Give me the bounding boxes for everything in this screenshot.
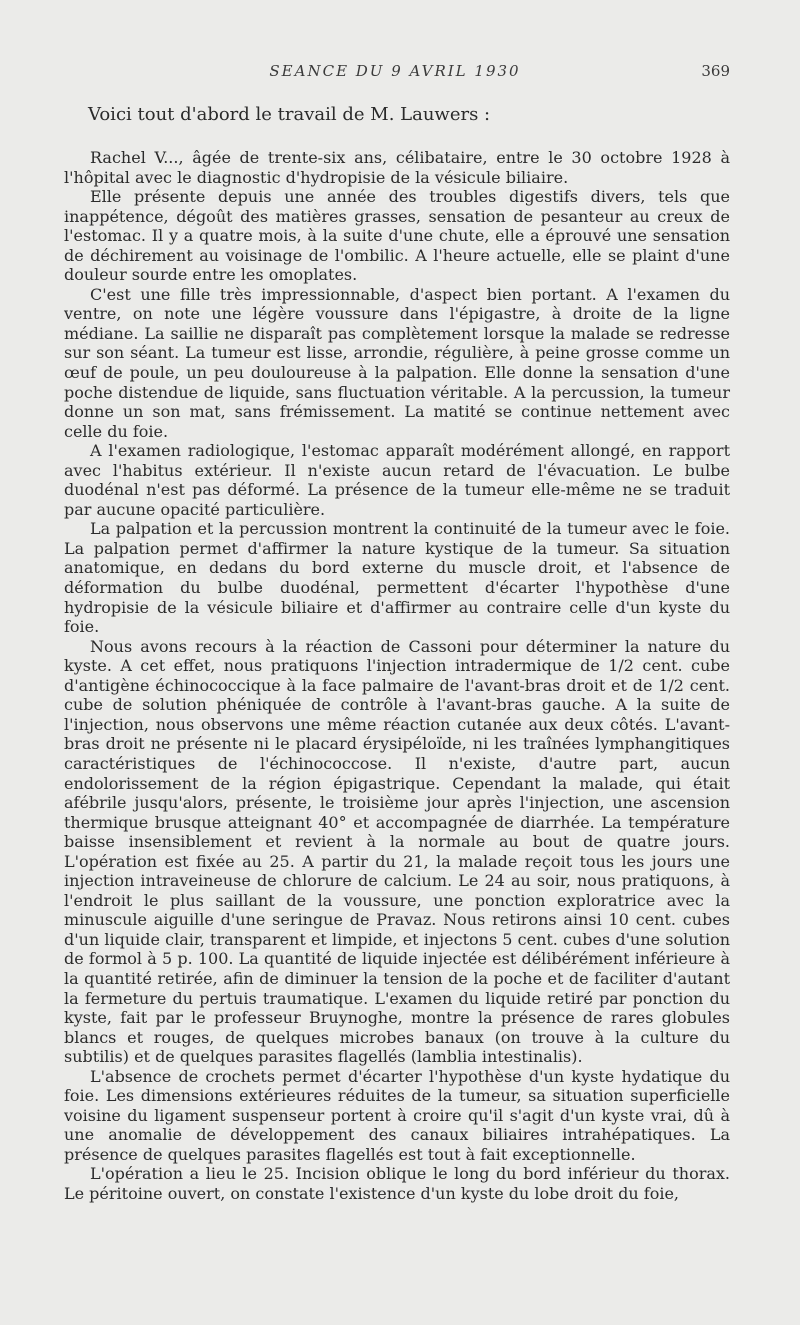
body-text bbox=[64, 148, 730, 1204]
paragraph: Rachel V..., âgée de trente-six ans, célibataire, entre le 30 octobre 1928 à l'hôpital avec le diagnostic d'hydropisie de la vésicule biliaire. bbox=[64, 148, 730, 187]
paragraph: C'est une fille très impressionnable, d'aspect bien portant. A l'examen du ventre, on note une légère voussure dans l'épigastre, à droite de la ligne médiane. La saillie ne disparaît pas complètement lorsque la malade se redresse sur son séant. La tumeur est lisse, arrondie, régulière, à peine grosse comme un œuf de poule, un peu douloureuse à la palpation. Elle donne la sensation d'une poche distendue de liquide, sans fluctuation véritable. A la percussion, la tumeur donne un son mat, sans frémissement. La matité se continue nettement avec celle du foie. bbox=[64, 284, 730, 441]
running-title: SEANCE DU 9 AVRIL 1930 bbox=[269, 62, 521, 80]
page-header bbox=[60, 62, 730, 86]
paragraph: Nous avons recours à la réaction de Cassoni pour déterminer la nature du kyste. A cet effet, nous pratiquons l'injection intradermique de 1/2 cent. cube d'antigène échinococcique à la face palmaire de l'avant-bras droit et de 1/2 cent. cube de solution phéniquée de contrôle à l'avant-bras gauche. A la suite de l'injection, nous observons une même réaction cutanée aux deux côtés. L'avant-bras droit ne présente ni le placard érysipéloïde, ni les traînées lymphangitiques caractéristiques de l'échinococcose. Il n'existe, d'autre part, aucun endolorissement de la région épigastrique. Cependant la malade, qui était afébrile jusqu'alors, présente, le troisième jour après l'injection, une ascension thermique brusque atteignant 40° et accompagnée de diarrhée. La température baisse insensiblement et revient à la normale au bout de quatre jours. L'opération est fixée au 25. A partir du 21, la malade reçoit tous les jours une injection intraveineuse de chlorure de calcium. Le 24 au soir, nous pratiquons, à l'endroit le plus saillant de la voussure, une ponction exploratrice avec la minuscule aiguille d'une seringue de Pravaz. Nous retirons ainsi 10 cent. cubes d'un liquide clair, transparent et limpide, et injectons 5 cent. cubes d'une solution de formol à 5 p. 100. La quantité de liquide injectée est délibérément inférieure à la quantité retirée, afin de diminuer la tension de la poche et de faciliter d'autant la fermeture du pertuis traumatique. L'examen du liquide retiré par ponction du kyste, fait par le professeur Bruynoghe, montre la présence de rares globules blancs et rouges, de quelques microbes banaux (on trouve à la culture du subtilis) et de quelques parasites flagellés (lamblia intestinalis). bbox=[64, 636, 730, 1067]
paragraph: A l'examen radiologique, l'estomac apparaît modérément allongé, en rapport avec l'habitus extérieur. Il n'existe aucun retard de l'évacuation. Le bulbe duodénal n'est pas déformé. La présence de la tumeur elle-même ne se traduit par aucune opacité particulière. bbox=[64, 441, 730, 519]
paragraph: La palpation et la percussion montrent la continuité de la tumeur avec le foie. La palpation permet d'affirmer la nature kystique de la tumeur. Sa situation anatomique, en dedans du bord externe du muscle droit, et l'absence de déformation du bulbe duodénal, permettent d'écarter l'hypothèse d'une hydropisie de la vésicule biliaire et d'affirmer au contraire celle d'un kyste du foie. bbox=[64, 519, 730, 637]
intro-line: Voici tout d'abord le travail de M. Lauwers : bbox=[88, 104, 491, 125]
paragraph: L'opération a lieu le 25. Incision oblique le long du bord inférieur du thorax. Le péritoine ouvert, on constate l'existence d'un kyste du lobe droit du foie, bbox=[64, 1164, 730, 1203]
page-number: 369 bbox=[701, 62, 730, 80]
paragraph: Elle présente depuis une année des troubles digestifs divers, tels que inappétence, dégoût des matières grasses, sensation de pesanteur au creux de l'estomac. Il y a quatre mois, à la suite d'une chute, elle a éprouvé une sensation de déchirement au voisinage de l'ombilic. A l'heure actuelle, elle se plaint d'une douleur sourde entre les omoplates. bbox=[64, 187, 730, 285]
paragraph: L'absence de crochets permet d'écarter l'hypothèse d'un kyste hydatique du foie. Les dimensions extérieures réduites de la tumeur, sa situation superficielle voisine du ligament suspenseur portent à croire qu'il s'agit d'un kyste vrai, dû à une anomalie de développement des canaux biliaires intrahépatiques. La présence de quelques parasites flagellés est tout à fait exceptionnelle. bbox=[64, 1066, 730, 1164]
